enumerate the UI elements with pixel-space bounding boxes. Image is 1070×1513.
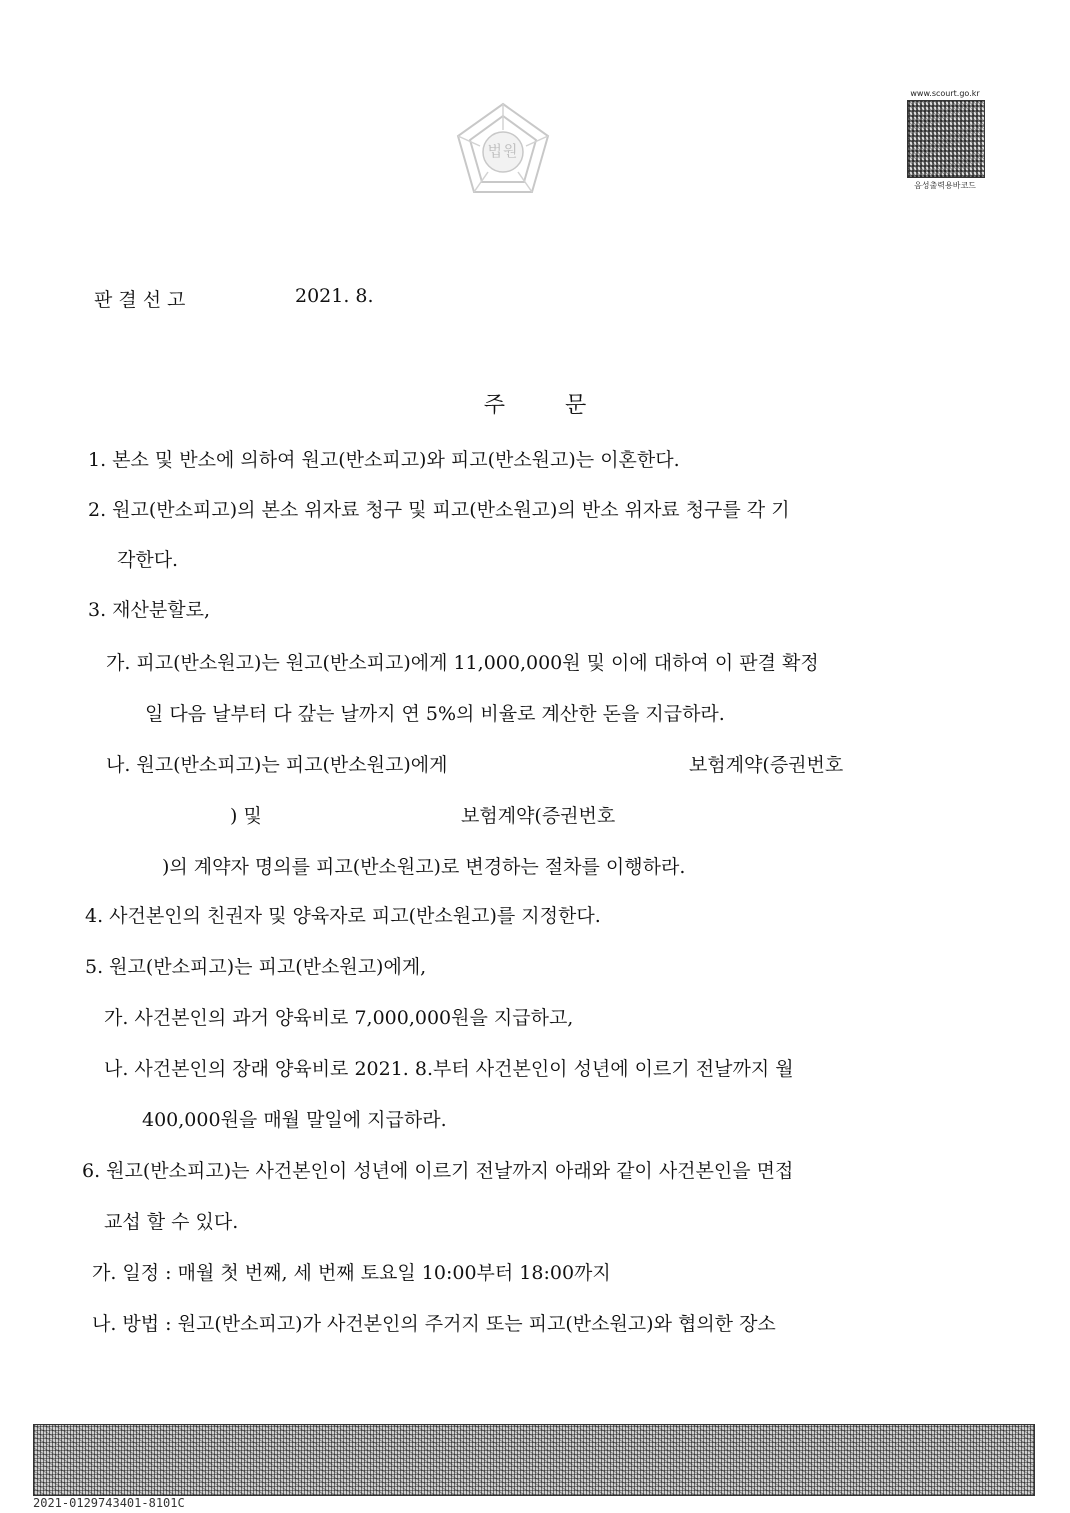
document-barcode [33,1424,1035,1496]
order-line: 6. 원고(반소피고)는 사건본인이 성년에 이르기 전날까지 아래와 같이 사건본인을 면접 [82,1160,794,1182]
order-line: 보험계약(증권번호 [689,754,844,776]
order-line: 3. 재산분할로, [88,599,210,621]
order-line: 가. 사건본인의 과거 양육비로 7,000,000원을 지급하고, [104,1007,574,1029]
order-line: 가. 일정 : 매월 첫 번째, 세 번째 토요일 10:00부터 18:00까지 [92,1262,611,1284]
declaration-label: 판결선고 [94,289,192,311]
emblem-label: 법원 [487,142,519,160]
qr-caption: 음성출력용바코드 [914,181,976,190]
order-line: 가. 피고(반소원고)는 원고(반소피고)에게 11,000,000원 및 이에 대하여 이 판결 확정 [106,652,819,674]
order-line: 400,000원을 매월 말일에 지급하라. [142,1109,447,1131]
order-line: 5. 원고(반소피고)는 피고(반소원고)에게, [85,956,427,978]
order-line: 나. 사건본인의 장래 양육비로 2021. 8.부터 사건본인이 성년에 이르기 전날까지 월 [104,1058,794,1080]
order-line: 2. 원고(반소피고)의 본소 위자료 청구 및 피고(반소원고)의 반소 위자료 청구를 각 기 [88,499,790,521]
qr-url: www.scourt.go.kr [910,89,980,98]
qr-code [907,100,985,178]
order-line: 나. 원고(반소피고)는 피고(반소원고)에게 [106,754,448,776]
order-line: 각한다. [117,549,179,571]
order-line: )의 계약자 명의를 피고(반소원고)로 변경하는 절차를 이행하라. [162,856,686,878]
order-line: 1. 본소 및 반소에 의하여 원고(반소피고)와 피고(반소원고)는 이혼한다. [88,449,680,471]
order-line: ) 및 [230,805,262,827]
order-line: 4. 사건본인의 친권자 및 양육자로 피고(반소원고)를 지정한다. [85,905,601,927]
footer-code: 2021-0129743401-8101C [33,1496,185,1510]
court-emblem [448,100,558,200]
order-line: 교섭 할 수 있다. [104,1211,239,1233]
order-line: 보험계약(증권번호 [461,805,616,827]
declaration-date: 2021. 8. [295,285,374,307]
order-line: 나. 방법 : 원고(반소피고)가 사건본인의 주거지 또는 피고(반소원고)와 협의한 장소 [92,1313,776,1335]
section-title: 주문 [483,393,647,418]
order-line: 일 다음 날부터 다 갚는 날까지 연 5%의 비율로 계산한 돈을 지급하라. [145,703,725,725]
